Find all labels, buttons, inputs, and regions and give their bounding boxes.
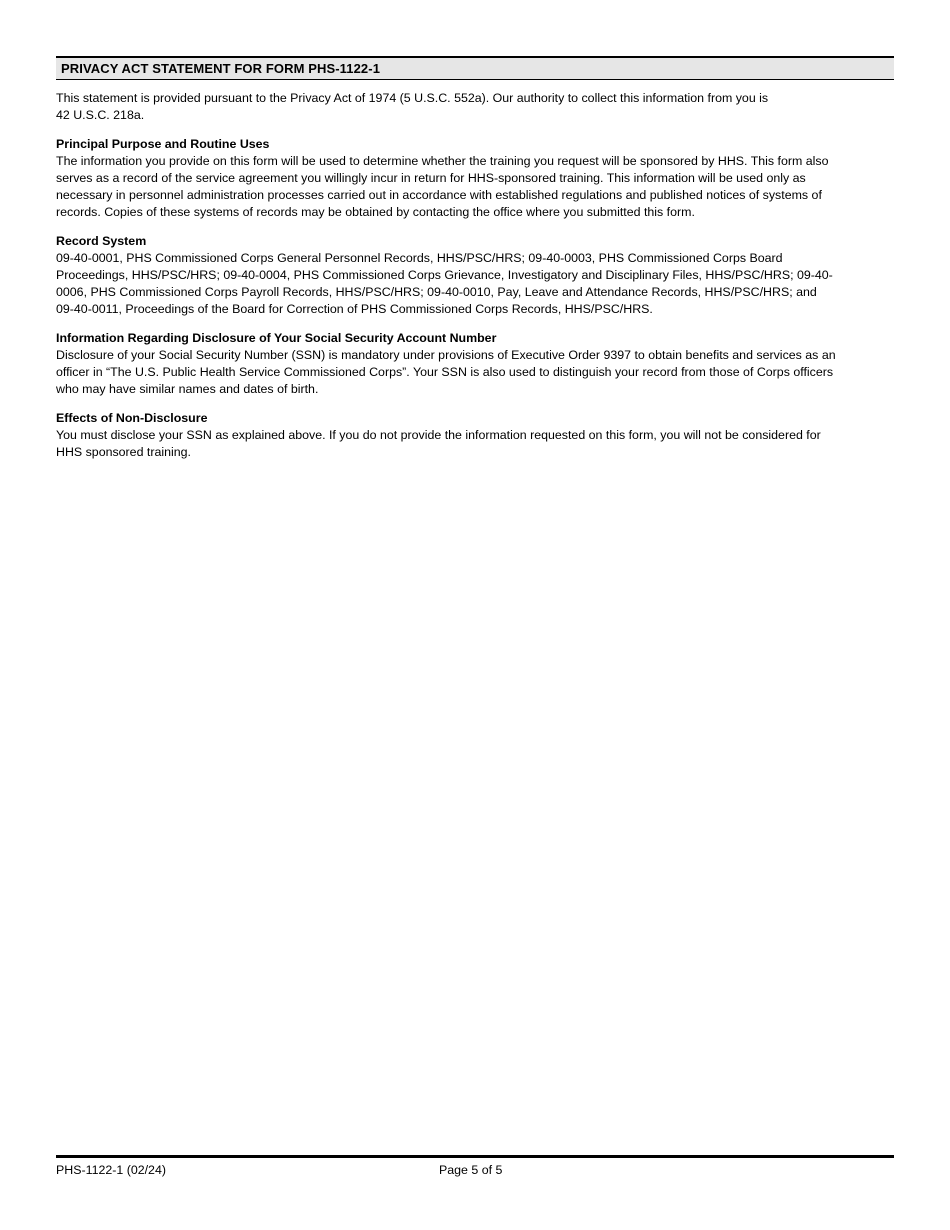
section-heading: Principal Purpose and Routine Uses [56, 137, 270, 151]
section-ssn-disclosure [56, 330, 894, 398]
body-line: The information you provide on this form will be used to determine whether the training you request will be sponsored by HHS. This form also [56, 154, 829, 168]
body-line: Proceedings, HHS/PSC/HRS; 09-40-0004, PHS Commissioned Corps Grievance, Investigatory and Disciplinary Files, HHS/PSC/HRS; 09-40- [56, 268, 833, 282]
form-number: PHS-1122-1 (02/24) [56, 1163, 166, 1177]
statement-title-bar [56, 56, 894, 80]
statement-title: PRIVACY ACT STATEMENT FOR FORM PHS-1122-1 [61, 61, 381, 76]
body-line: serves as a record of the service agreement you willingly incur in return for HHS-sponsored training. This information will be used only as [56, 171, 806, 185]
intro-paragraph [56, 90, 894, 124]
section-heading: Information Regarding Disclosure of Your Social Security Account Number [56, 331, 497, 345]
page-number: Page 5 of 5 [439, 1163, 503, 1177]
body-line: 09-40-0011, Proceedings of the Board for Correction of PHS Commissioned Corps Records, HHS/PSC/HRS. [56, 302, 653, 316]
privacy-act-statement-page [56, 56, 894, 461]
section-record-system [56, 233, 894, 318]
page-footer [56, 1155, 894, 1179]
body-line: officer in “The U.S. Public Health Service Commissioned Corps”. Your SSN is also used to distinguish your record from those of Corps officers [56, 365, 834, 379]
section-non-disclosure [56, 410, 894, 461]
body-line: HHS sponsored training. [56, 445, 191, 459]
section-heading: Record System [56, 234, 147, 248]
body-line: records. Copies of these systems of records may be obtained by contacting the office where you submitted this form. [56, 205, 695, 219]
section-body [56, 250, 894, 318]
body-line: Disclosure of your Social Security Number (SSN) is mandatory under provisions of Executive Order 9397 to obtain benefits and services as an [56, 348, 836, 362]
body-line: 0006, PHS Commissioned Corps Payroll Records, HHS/PSC/HRS; 09-40-0010, Pay, Leave and Attendance Records, HHS/PSC/HRS; and [56, 285, 817, 299]
intro-line: 42 U.S.C. 218a. [56, 108, 145, 122]
section-principal-purpose [56, 136, 894, 221]
body-line: You must disclose your SSN as explained above. If you do not provide the information requested on this form, you will not be considered for [56, 428, 821, 442]
intro-line: This statement is provided pursuant to the Privacy Act of 1974 (5 U.S.C. 552a). Our authority to collect this information from you is [56, 91, 769, 105]
section-heading: Effects of Non-Disclosure [56, 411, 208, 425]
body-line: 09-40-0001, PHS Commissioned Corps General Personnel Records, HHS/PSC/HRS; 09-40-0003, PHS Commissioned Corps Board [56, 251, 783, 265]
body-line: who may have similar names and dates of birth. [56, 382, 319, 396]
section-body [56, 347, 894, 398]
section-body [56, 153, 894, 221]
body-line: necessary in personnel administration processes carried out in accordance with established regulations and published notices of systems of [56, 188, 822, 202]
section-body [56, 427, 894, 461]
